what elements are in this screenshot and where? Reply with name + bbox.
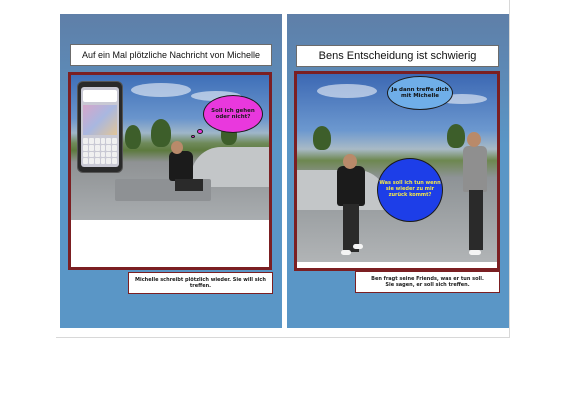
shoe	[353, 244, 363, 249]
comic-panel-left	[68, 72, 272, 270]
skatepark-photo-right	[297, 74, 497, 262]
speech-bubble-friend: Ja dann treffe dich mit Michelle	[387, 76, 453, 110]
tree	[151, 119, 171, 147]
caption-box-right	[355, 271, 500, 293]
tree	[125, 125, 141, 149]
cloud	[317, 84, 377, 98]
person-legs	[469, 190, 483, 250]
comic-page-left	[60, 14, 282, 328]
person-head	[171, 141, 183, 154]
caption-line: Sie sagen, er soll sich treffen.	[385, 282, 470, 288]
page-title-right: Bens Entscheidung ist schwierig	[296, 45, 499, 67]
thought-bubble: Soll ich gehen oder nicht?	[203, 95, 263, 133]
message-notification	[83, 90, 117, 102]
thought-dot	[191, 135, 195, 138]
comic-panel-right	[294, 71, 500, 271]
comic-page-right	[287, 14, 509, 328]
person-head	[467, 132, 481, 147]
phone-wallpaper	[83, 105, 117, 135]
person-legs	[175, 179, 203, 191]
person-ben	[337, 166, 365, 206]
person-head	[343, 154, 357, 169]
tree	[447, 124, 465, 148]
thought-dot	[197, 129, 203, 134]
tree	[313, 126, 331, 150]
person-friend	[463, 146, 487, 192]
cloud	[131, 83, 191, 97]
skatepark-photo-left	[71, 75, 269, 220]
speech-bubble-ben: Was soll ich tun wenn sie wieder zu mir zurück kommt?	[377, 158, 443, 222]
caption-line: Ben fragt seine Friends, was er tun soll.	[371, 275, 484, 282]
phone-keyboard	[83, 138, 117, 164]
phone-screen	[81, 87, 119, 167]
page-title-left: Auf ein Mal plötzliche Nachricht von Michelle	[70, 44, 272, 66]
smartphone-image	[77, 81, 123, 173]
person-sitting	[169, 151, 193, 181]
shoe	[469, 250, 481, 255]
shoe	[341, 250, 351, 255]
caption-box-left: Michelle schreibt plötzlich wieder. Sie will sich treffen.	[128, 272, 273, 294]
